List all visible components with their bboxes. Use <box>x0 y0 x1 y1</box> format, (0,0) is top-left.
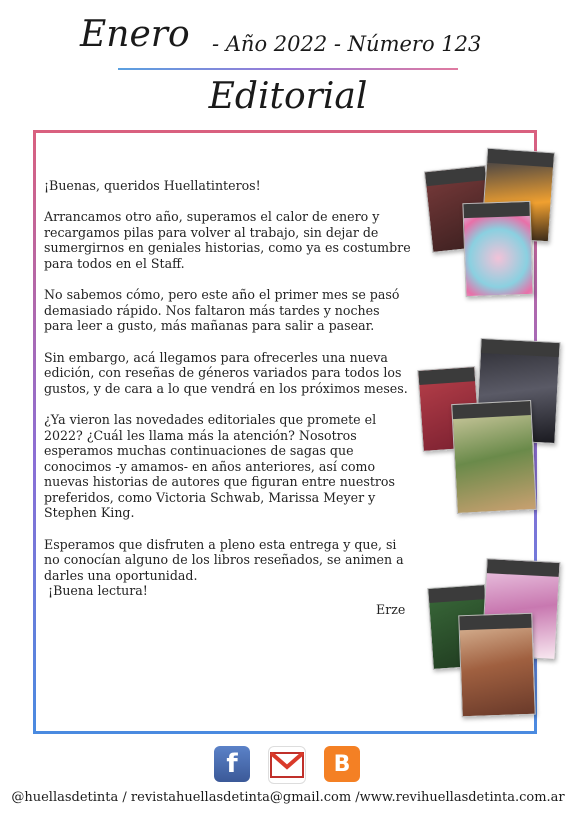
gmail-icon[interactable] <box>268 746 306 784</box>
blogger-icon[interactable]: B <box>324 746 360 782</box>
paragraph: No sabemos cómo, pero este año el primer mes se pasó demasiado rápido. Nos faltaron más tardes y noches para leer a gusto, más mañanas para salir a pasear. <box>44 287 400 334</box>
magazine-cover-image <box>458 613 536 718</box>
paragraph: ¡Buenas, queridos Huellatinteros! <box>44 178 261 193</box>
section-title: Editorial <box>208 76 368 117</box>
magazine-cover-image <box>462 201 533 297</box>
paragraph: Esperamos que disfruten a pleno esta entrega y que, si no conocían alguno de los libros reseñados, se animen a darles una oportunidad. <box>44 536 404 583</box>
paragraph: Sin embargo, acá llegamos para ofrecerles una nueva edición, con reseñas de géneros variados para todos los gustos, y de cara a lo que vendrá en los próximos meses. <box>44 349 408 396</box>
issue-info: - Año 2022 - Número 123 <box>212 32 482 56</box>
closing-line: ¡Buena lectura! <box>44 583 148 599</box>
editorial-text <box>44 178 412 599</box>
gmail-envelope-icon <box>270 752 304 778</box>
facebook-icon[interactable]: f <box>214 746 250 782</box>
month-title: Enero <box>80 14 190 55</box>
header-divider <box>118 68 458 70</box>
paragraph: ¿Ya vieron las novedades editoriales que promete el 2022? ¿Cuál les llama más la atención? Nosotros esperamos muchas continuaciones de sagas que conocimos -y amamos- en años anteriores, así como nuevas historias de autores que figuran entre nuestros preferidos, como Victoria Schwab, Marissa Meyer y Stephen King. <box>44 411 395 521</box>
paragraph: Arrancamos otro año, superamos el calor de enero y recargamos pilas para volver al trabajo, sin dejar de sumergirnos en geniales historias, como ya es costumbre para todos en el Staff. <box>44 209 411 271</box>
social-icons <box>0 746 576 786</box>
footer-contact: @huellasdetinta / revistahuellasdetinta@gmail.com /www.revihuellasdetinta.com.ar <box>11 790 565 805</box>
signature: Erze <box>376 602 406 617</box>
magazine-cover-image <box>451 400 537 514</box>
